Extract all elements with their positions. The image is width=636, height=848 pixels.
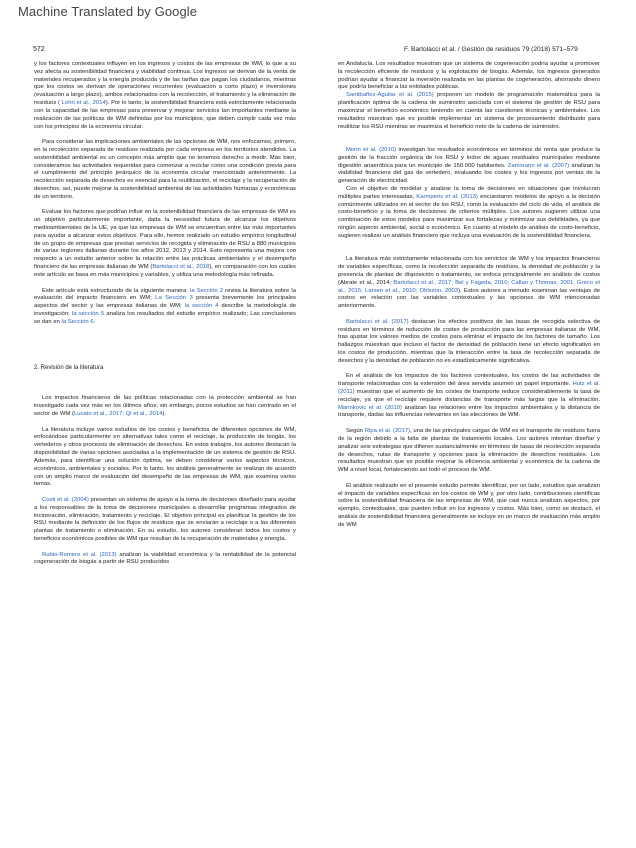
citation-link[interactable]: Zamorano et al. (2007) [507,162,570,169]
paragraph: en Andalucía. Los resultados muestran que un sistema de cogeneración podría ayudar a promover la recolección eficiente de residuos y la explotación de biogás. Además, los ingresos generados podrían ayudar a financiar la inversión realizada en las plantas de cogeneración, ahorrando dinero que podría beneficiar a las entidades públicas. [338,61,600,91]
citation-link[interactable]: Bartolacci et al., 2017; Bel y Fageda, 2010; Callan y Thomas, 2001; Greco et al., 2015; Larsen et al., 2010; Ohlsson, 2003 [338,279,600,294]
paragraph: Morin et al. (2010) investigan los resultados económicos en términos de renta que produce la gestión de la fracción orgánica de los RSU y lodos de aguas residuales municipales mediante digestión anaeróbica para un municipio de 150.000 habitantes. Zamorano et al. (2007) analizan la viabilidad financiera del gas de vertedero, evaluando los costes y los ingresos por ventas de la generación de electricidad. [338,146,600,185]
page-number: 572 [33,46,45,53]
translation-banner: Machine Translated by Google [18,4,198,19]
paragraph: La literatura más estrictamente relacionada con los servicios de WM y los impactos financieros de variables específicas, como la recolección separada de residuos, la densidad de población y la presencia de plantas de disposición o tratamiento, se enfoca principalmente en análisis de costos (Abrate et al., 2014; Bartolacci et al., 2017; Bel y Fageda, 2010; Callan y Thomas, 2001; Greco et al., 2015; Larsen et al., 2010; Ohlsson, 2003). Estos autores a menudo examinan las ventajas de costos en relación con las variables contextuales y las opciones de WM mencionadas anteriormente. [338,256,601,310]
citation-link[interactable]: Costi et al. (2004) [42,496,89,503]
citation-link[interactable]: Bartolacci et al., 2018 [152,264,210,271]
paragraph: y los factores contextuales influyen en los ingresos y costos de las empresas de WM, lo que a su vez afecta su sostenibilidad financiera y viabilidad continua. Los ingresos se derivan de la venta de materiales recuperados y la energía producida y de las tarifas que pagan los ciudadanos, mientras que los costos se derivan de operaciones recurrentes (evaluación a corto plazo) e inversiones (evaluación a largo plazo), ambos relacionados con la recolección, el tratamiento y la eliminación de residuos ( Lohri et al., 2014). Por lo tanto, la sostenibilidad financiera está estrictamente relacionada con la capacidad de las empresas para preservar y mejorar servicios tan importantes mediante la realización de las políticas de WM definidas por los municipios, que deben cumplir cada vez más con los principios de la economía circular. [34,61,296,130]
paragraph: El análisis realizado en el presente estudio permite identificar, por un lado, estudios que analizan el impacto de variables específicas en los costos de WM y, por otro lado, contribuciones científicas sobre la sostenibilidad financiera de las empresas de WM, que casi nunca analizan aspectos, por ejemplo, contextuales, que pueden influir en los ingresos y costos. Más bien, como se destacó, el análisis de sostenibilidad financiera generalmente se incluye en un marco de evaluación más amplio de WM [338,482,600,528]
citation-link[interactable]: Santibañez-Aguilar et al. (2015) [346,92,434,99]
citation-link[interactable]: Karmperis et al. (2013) [416,193,478,200]
section-link[interactable]: la Sección 2 [190,287,224,294]
right-column [338,61,600,530]
paragraph: En el análisis de los impactos de los factores contextuales, los costos de las actividades de transporte relacionadas con la extensión del área servida asumen un papel importante. Hutz et al. (2011) muestran que el aumento de los costes de transporte reduce considerablemente la tasa de reciclaje, ya que el reciclaje requiere distancias de transporte más largas que la eliminación. Marinkovic et al. (2010) analizan las relaciones entre los impactos ambientales y la distancia de transporte, dadas las influencias relevantes en las elecciones de WM. [338,373,600,419]
section-link[interactable]: La Sección 3 [155,295,193,302]
paragraph: Según Ripa et al. (2017), una de las principales cargas de WM es el transporte de residuos fuera de la región debido a la falta de plantas de tratamiento locales. Los autores intentan diseñar y analizar seis estrategias que difieren sustancialmente en términos de tasas de recolección separada de desechos, rutas de transporte y opciones para la eliminación de desechos residuales. Los resultados muestran que es posible mejorar la eficiencia ambiental y económica de la cadena de WM a nivel local, fortaleciendo así todo el proceso de WM. [338,428,601,474]
section-link[interactable]: la sección 4 [184,303,219,310]
citation-link[interactable]: Lohri et al., 2014 [61,100,106,107]
citation-link[interactable]: Ripa et al. (2017) [364,428,411,435]
left-column [34,61,296,567]
citation-link[interactable]: Morin et al. (2010) [346,146,397,153]
running-head: F. Bartolacci et al. / Gestión de residuos 79 (2018) 571–579 [404,46,578,53]
citation-link[interactable]: Rubio-Romero et al. (2013) [42,551,117,558]
citation-link[interactable]: Bartolacci et al. (2017) [346,318,409,325]
paragraph: Bartolacci et al. (2017) destacan los efectos positivos de las tasas de recogida selectiva de residuos en términos de reducción de costes de producción para las empresas italianas de WM, tras ajustar los valores medios de costes para eliminar el impacto de los factores de tamaño. Los hallazgos muestran que incluso el factor de densidad de población tiene un efecto significativo en los costos de producción, mientras que la interacción entre la tasa de recolección separada de desechos y la densidad de población no es estadísticamente significativa. [338,318,600,364]
paragraph: La literatura incluye varios estudios de los costos y beneficios de diferentes opciones de WM, enfocándose particularmente en alternativas tales como el reciclaje, la producción de biogás, los vertederos y otros procesos de eliminación de desechos. En estos trabajos, los autores destacan la disponibilidad de varias opciones asociadas a la implementación de un sistema de gestión de RSU. Además, para identificar una solución óptima, se deben considerar varios aspectos técnicos, económicos, ambientales y sociales. Por lo tanto, los análisis generalmente se realizan de acuerdo con un amplio marco de evaluación del desempeño de las empresas de WM, que examina varios temas. [34,426,296,488]
citation-link[interactable]: Lucato et al., 2017; Qi et al., 2014 [73,411,163,418]
section-link[interactable]: la Sección 6 [61,318,94,325]
paragraph: Los impactos financieros de las políticas relacionadas con la protección ambiental se han investigado cada vez más en los últimos años; sin embargo, pocos estudios se han centrado en el sector de WM (Lucato et al., 2017; Qi et al., 2014). [34,395,296,418]
paragraph: Este artículo está estructurado de la siguiente manera: la Sección 2 revisa la literatura sobre la evaluación del impacto financiero en WM; La Sección 3 presenta brevemente los principales aspectos del sector y las empresas italianas de WM; la sección 4 describe la metodología de investigación; la sección 5 analiza los resultados del estudio empírico realizado; Las conclusiones se dan en la Sección 6. [34,287,296,325]
paragraph: Para considerar las implicaciones ambientales de las opciones de WM, nos enfocamos, primero, en la recolección separada de residuos realizada por cada empresa en los territorios atendidos. La sostenibilidad ambiental es un concepto más amplio que no tenemos derecho a medir. Más bien, consideramos las actividades requeridas para comenzar a reciclar como una condición previa para el cumplimiento del principio jerárquico de la economía circular mencionado anteriormente. La recolección separada de desechos es esencial para la reutilización, el reciclaje y la recuperación de desechos; así, puede mejorar la sostenibilidad ambiental de las actividades humanas y económicas de un territorio. [34,139,296,200]
paragraph: Evaluar los factores que podrían influir en la sostenibilidad financiera de las empresas de WM es un objetivo particularmente importante, dada la necesidad futura de alcanzar los objetivos medioambientales de la UE, ya que las empresas de WM se encuentran entre las más importantes para ayudar a alcanzar estos objetivos. Para ello, hemos realizado un estudio empírico longitudinal de un grupo de empresas que prestan servicios de recogida y eliminación de RSU a 880 municipios de varias regiones italianas durante los años 2012, 2013 y 2014. Esto representa una mejora con respecto a un estudio anterior sobre la relación entre las prácticas ambientales y el desempeño financiero de las empresas italianas de WM (Bartolacci et al., 2018), en comparación con los cuales este artículo se basa en más municipios y variables, y utiliza una metodología más refinada. [34,209,296,278]
paragraph: Santibañez-Aguilar et al. (2015) proponen un modelo de programación matemática para la planificación óptima de la cadena de suministro asociada con el sistema de gestión de RSU para maximizar el beneficio económico teniendo en cuenta las cuestiones técnicas y ambientales. Los resultados muestran que es posible implementar un sistema de procesamiento distribuido para reutilizar los RSU mientras se maximiza el beneficio neto de la cadena de suministro. [338,92,600,130]
citation-link[interactable]: Hutz et al. (2011) [338,381,600,396]
paragraph: Rubio-Romero et al. (2013) analizan la viabilidad económica y la rentabilidad de la potencial cogeneración de biogás a partir de RSU producidos [34,551,296,566]
paragraph: Con el objetivo de modelar y analizar la toma de decisiones en situaciones que involucran múltiples partes interesadas, Karmperis et al. (2013) encuestaron modelos de apoyo a la decisión comúnmente utilizados en el sector de los RSU, como la evaluación del ciclo de vida, el análisis de costo-beneficio y la toma de decisiones de criterios múltiples. Los autores sugieren utilizar una combinación de estos modelos para maximizar sus fortalezas y minimizar sus debilidades, ya que ningún aspecto ambiental, social o económico. En cuanto al modelo de análisis de costo-beneficio, sugieren realizar un análisis financiero que incluya una evaluación de la sostenibilidad financiera. [338,185,601,239]
citation-link[interactable]: Marinkovic et al. (2010) [338,404,402,411]
section-link[interactable]: la sección 5 [71,310,105,317]
section-heading: 2. Revisión de la literatura [34,364,104,371]
paragraph: Costi et al. (2004) presentan un sistema de apoyo a la toma de decisiones diseñado para ayudar a los responsables de la toma de decisiones municipales a desarrollar programas integrados de incineración, eliminación, tratamiento y reciclaje. El objetivo principal es planificar la gestión de los RSU mediante la definición de los flujos de residuos que se enviarán a reciclaje o a las diferentes plantas de tratamiento o eliminación. En su estudio, los autores consideran todos los costos y beneficios económicos posibles de WM que resultan de la recuperación de materiales y energía. [34,496,296,542]
